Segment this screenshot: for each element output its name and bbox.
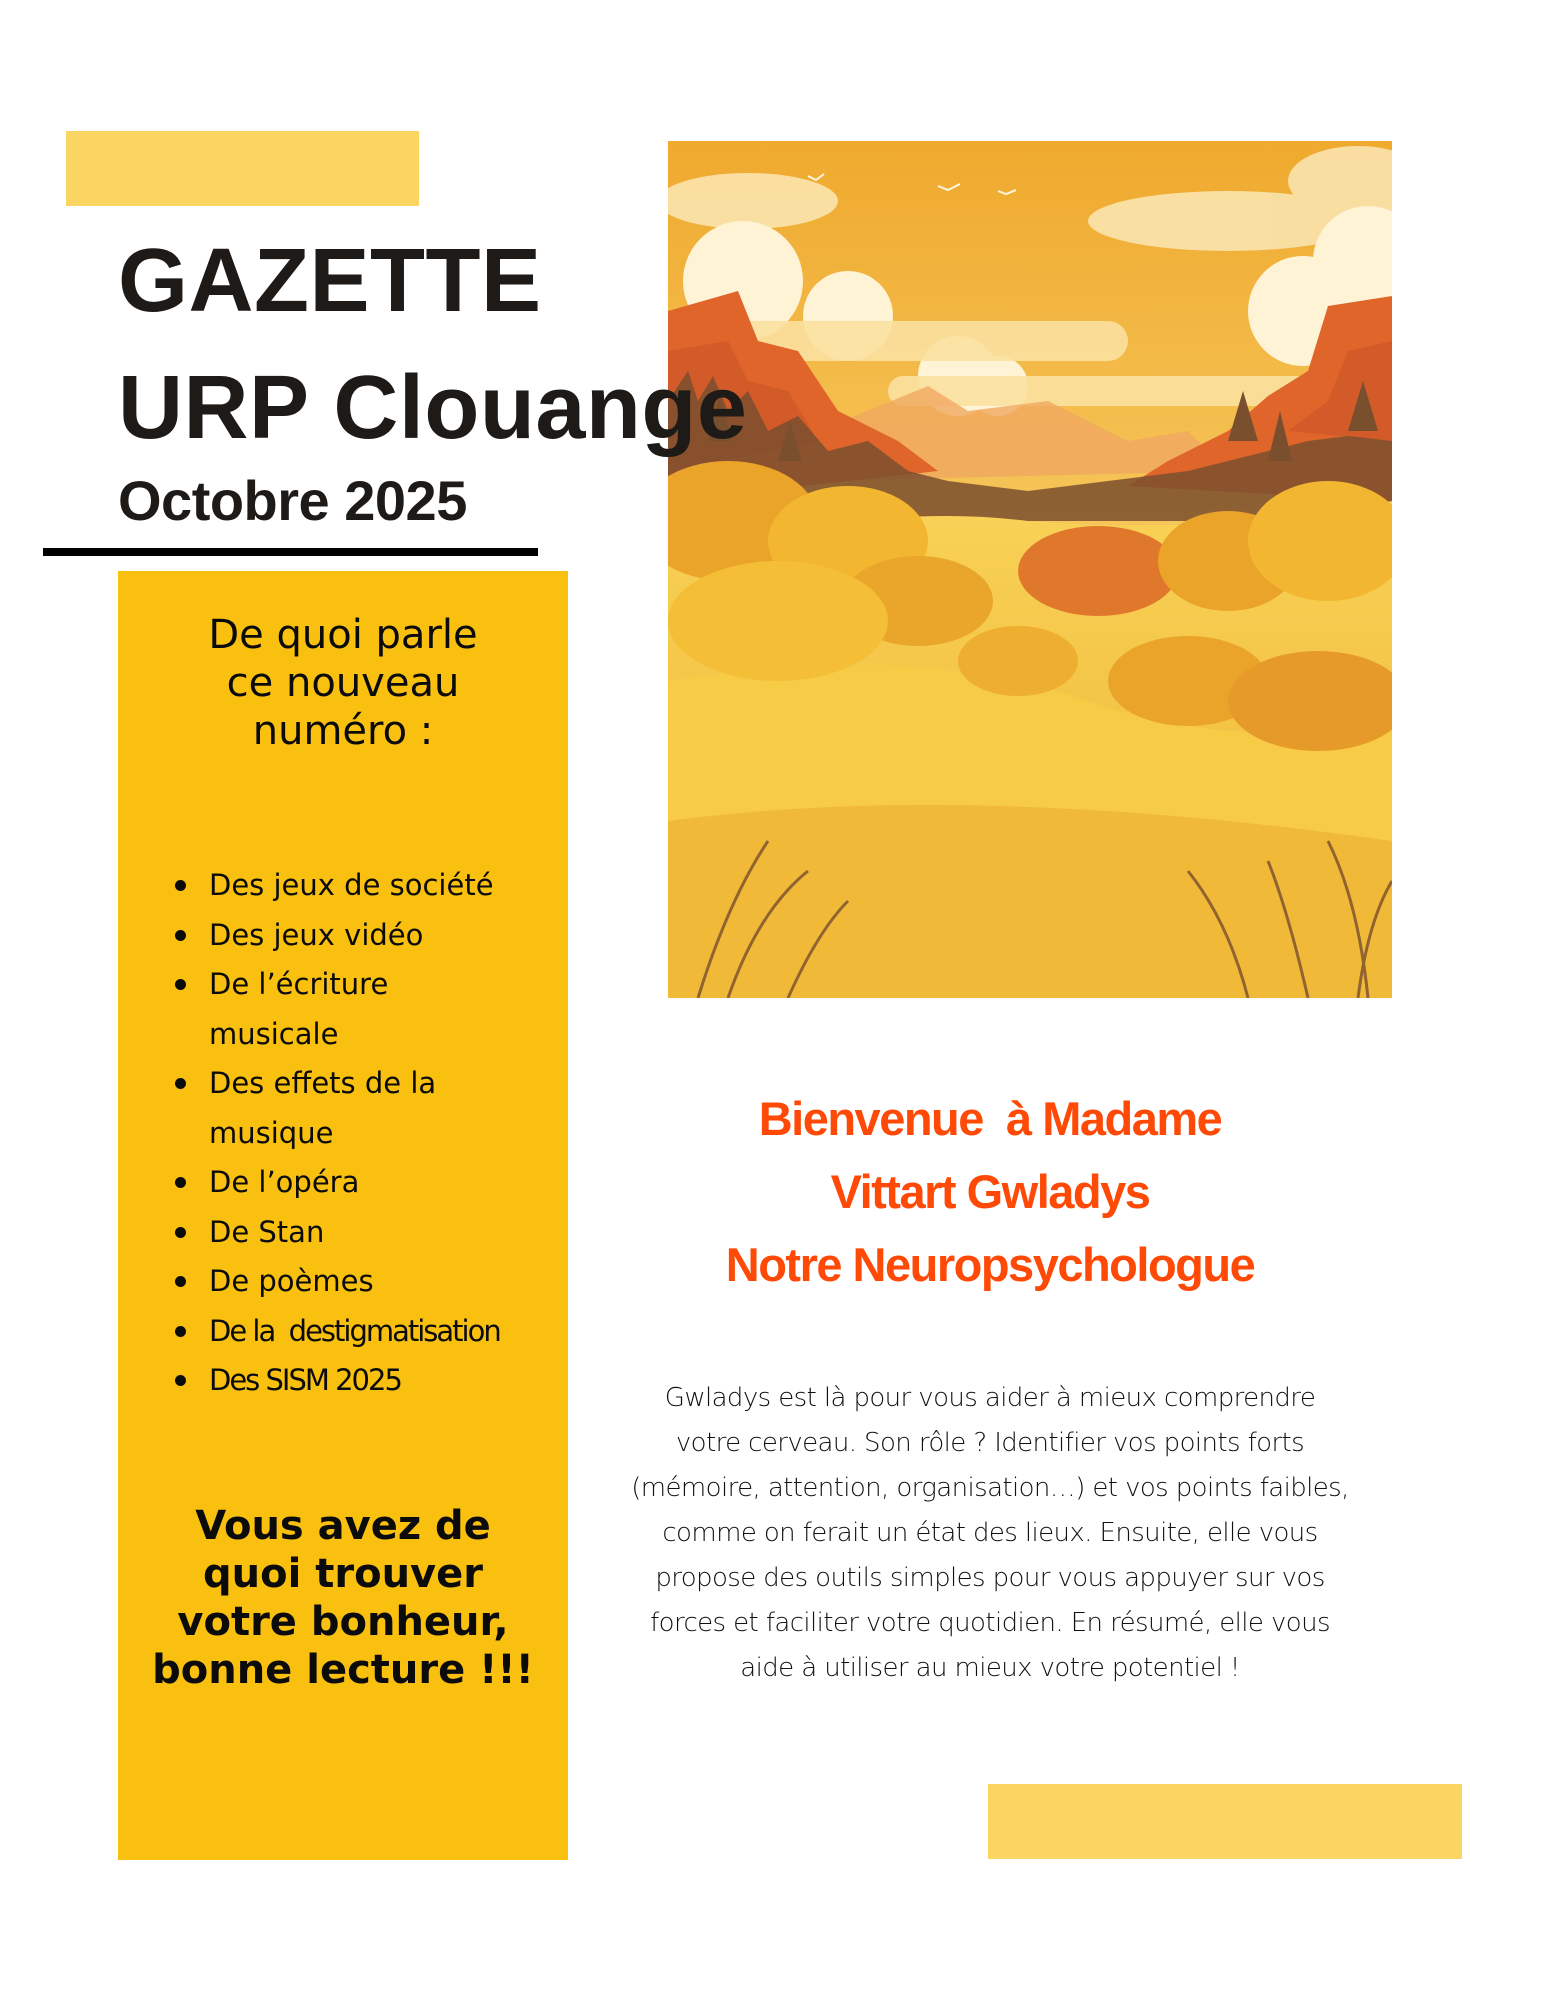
bullet-icon [175, 1078, 186, 1089]
bio-line: votre cerveau. Son rôle ? Identifier vos points forts [675, 1428, 1305, 1458]
hero-image [668, 141, 1392, 998]
list-item: Des jeux vidéo [178, 911, 549, 961]
list-item: Des jeux de société [178, 861, 549, 911]
bullet-icon [175, 1326, 186, 1337]
issue-date: Octobre 2025 [118, 469, 467, 532]
topics-list [178, 861, 549, 1406]
list-item: Des effets de la musique [178, 1059, 549, 1158]
gazette-title [118, 218, 747, 472]
bullet-icon [175, 880, 186, 891]
bullet-icon [175, 1375, 186, 1386]
list-item: De poèmes [178, 1257, 549, 1307]
closing-message [118, 1502, 568, 1694]
list-item: De l’écriture musicale [178, 960, 549, 1059]
bullet-icon [175, 930, 186, 941]
welcome-heading [660, 1082, 1320, 1301]
bio-line: forces et faciliter votre quotidien. En résumé, elle vous [650, 1608, 1330, 1638]
bio-line: Gwladys est là pour vous aider à mieux comprendre [664, 1383, 1316, 1413]
list-item: Des SISM 2025 [178, 1356, 549, 1406]
welcome-line: Notre Neuropsychologue [725, 1238, 1255, 1291]
title-line-1: GAZETTE [118, 231, 542, 331]
closing-line: votre bonheur, [177, 1599, 509, 1645]
autumn-landscape-illustration [668, 141, 1392, 998]
title-line-2: URP Clouange [118, 358, 748, 458]
bio-line: propose des outils simples pour vous appuyer sur vos [655, 1563, 1325, 1593]
welcome-line: Vittart Gwladys [830, 1165, 1150, 1218]
decorative-bar-bottom [988, 1784, 1462, 1859]
closing-line: Vous avez de [195, 1503, 491, 1549]
list-item: De la destigmatisation [178, 1307, 549, 1357]
closing-line: bonne lecture !!! [152, 1647, 534, 1693]
list-item: De Stan [178, 1208, 549, 1258]
bullet-icon [175, 1177, 186, 1188]
contents-panel [118, 571, 568, 1860]
bullet-icon [175, 1227, 186, 1238]
decorative-bar-top [66, 131, 419, 206]
divider-rule [43, 548, 538, 556]
contents-heading [118, 611, 568, 755]
bullet-icon [175, 979, 186, 990]
welcome-line: Bienvenue à Madame [758, 1092, 1222, 1145]
contents-heading-line: ce nouveau [226, 660, 460, 706]
contents-heading-line: De quoi parle [208, 612, 478, 658]
closing-line: quoi trouver [203, 1551, 483, 1597]
bio-line: aide à utiliser au mieux votre potentiel ! [740, 1653, 1240, 1683]
list-item: De l’opéra [178, 1158, 549, 1208]
neuropsychologist-description [590, 1376, 1390, 1691]
bullet-icon [175, 1276, 186, 1287]
bio-line: (mémoire, attention, organisation…) et vos points faibles, [631, 1473, 1349, 1503]
bio-line: comme on ferait un état des lieux. Ensuite, elle vous [662, 1518, 1318, 1548]
contents-heading-line: numéro : [252, 708, 434, 754]
